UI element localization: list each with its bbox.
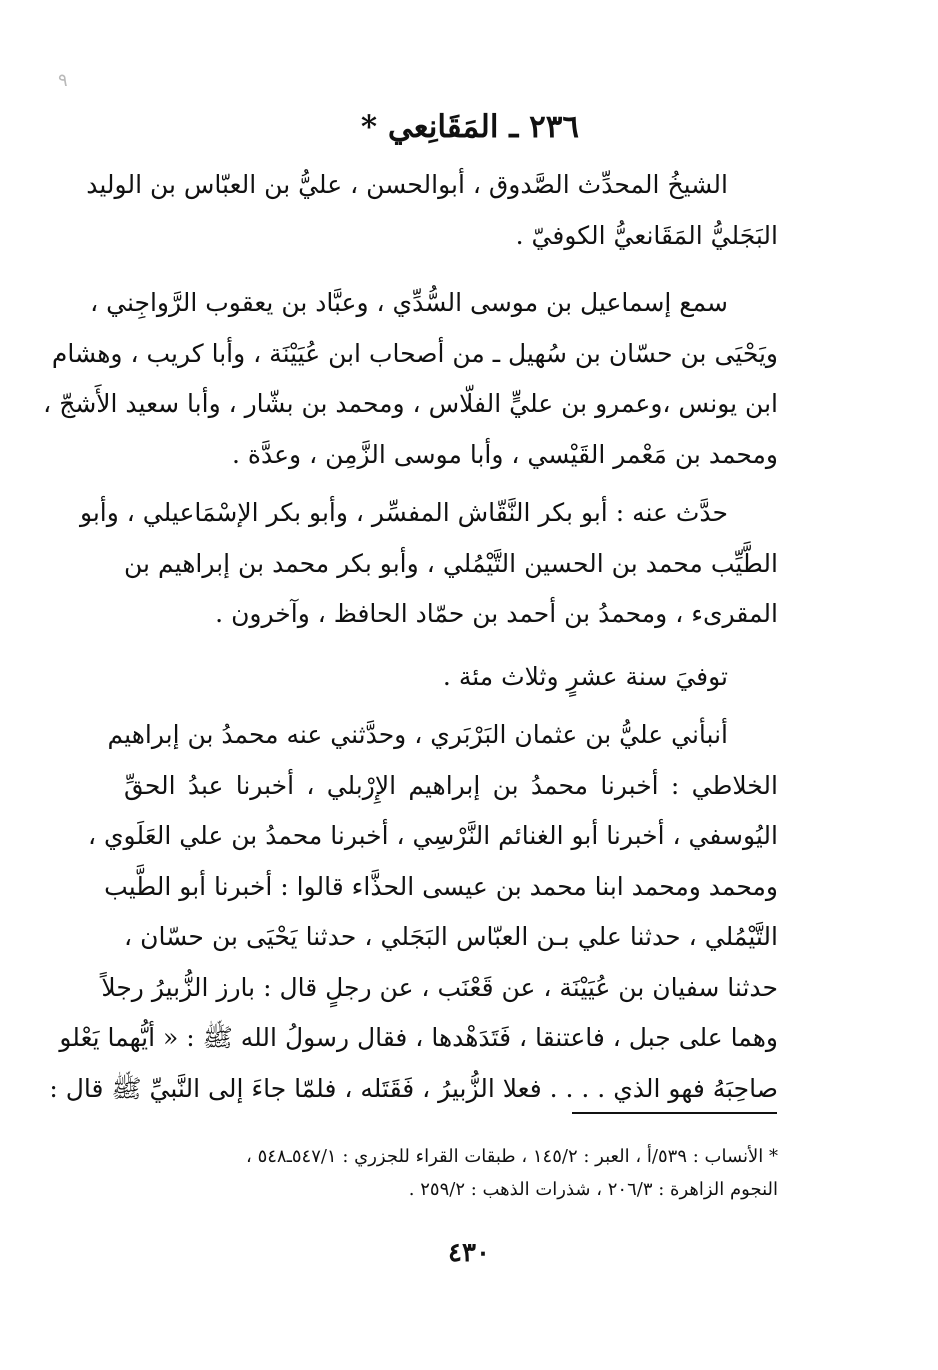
text-line: صاحِبَهُ فهو الذي . . . . فعلا الزُّبيرُ ، فَقَتَله ، فلمّا جاءَ إلى النَّبيِّ ﷺ قال :	[49, 1073, 778, 1103]
text-line: ومحمد ومحمد ابنا محمد بن عيسى الحذَّاء قالوا : أخبرنا أبو الطَّيب	[104, 871, 778, 901]
footnote-line: النجوم الزاهرة : ٢٠٦/٣ ، شذرات الذهب : ٢٥٩/٢ .	[408, 1179, 778, 1200]
text-line: سمع إسماعيل بن موسى السُّدِّي ، وعبَّاد بن يعقوب الرَّواجِني ،	[90, 288, 728, 317]
footnote-line: * الأنساب : ٥٣٩/أ ، العبر : ١٤٥/٢ ، طبقات القراء للجزري : ٥٤٧/١ـ٥٤٨ ،	[246, 1146, 778, 1167]
footnotes	[124, 1140, 778, 1206]
paragraph-name-and-lineage	[86, 160, 778, 261]
text-line: الشيخُ المحدِّث الصَّدوق ، أبوالحسن ، عليُّ بن العبّاس بن الوليد	[86, 170, 728, 199]
text-line: البَجَليُّ المَقَانعيُّ الكوفيّ .	[515, 220, 778, 250]
text-line: ويَحْيَى بن حسّان بن سُهيل ـ من أصحاب ابن عُيَيْنَة ، وأبا كريب ، وهشام	[51, 338, 778, 368]
paragraph-death	[124, 652, 778, 703]
text-line: اليُوسفي ، أخبرنا أبو الغنائم النَّرْسِي ، أخبرنا محمدُ بن علي العَلَوي ،	[87, 821, 778, 850]
text-line: وهما على جبل ، فاعتنقا ، فَتَدَهْدها ، فقال رسولُ الله ﷺ : « أيُّهما يَعْلو	[59, 1023, 778, 1052]
footnote-divider	[572, 1112, 777, 1114]
corner-mark: ٩	[58, 70, 68, 91]
text-line: ابن يونس ،وعمرو بن عليٍّ الفلّاس ، ومحمد بن بشّار ، وأبا سعيد الأَشجّ ،	[43, 389, 778, 418]
paragraph-teachers	[43, 278, 778, 480]
paragraph-hadith-chain	[49, 710, 778, 1114]
text-line: توفيَ سنة عشرٍ وثلاث مئة .	[442, 662, 728, 691]
entry-title: ٢٣٦ ـ المَقَانِعي *	[360, 109, 580, 145]
text-line: ومحمد بن مَعْمر القَيْسي ، وأبا موسى الزَّمِن ، وعدَّة .	[232, 439, 778, 469]
text-line: الطَّيِّب محمد بن الحسين التَّيْمُلي ، وأبو بكر محمد بن إبراهيم بن	[124, 548, 778, 578]
paragraph-students	[79, 488, 778, 640]
text-line: حدثنا سفيان بن عُيَيْنَة ، عن قَعْنَب ، عن رجلٍ قال : بارز الزُّبيرُ رجلاً	[101, 972, 778, 1002]
text-line: أنبأني عليُّ بن عثمان البَرْبَري ، وحدَّثني عنه محمدُ بن إبراهيم	[107, 720, 728, 749]
page-number: ٤٣٠	[448, 1238, 490, 1268]
text-line: التَّيْمُلي ، حدثنا علي بـن العبّاس البَجَلي ، حدثنا يَحْيَى بن حسّان ،	[124, 922, 778, 951]
text-line: الخلاطي : أخبرنا محمدُ بن إبراهيم الإِرْبلي ، أخبرنا عبدُ الحقِّ	[124, 770, 778, 800]
text-line: حدَّث عنه : أبو بكر النَّقّاش المفسِّر ، وأبو بكر الإسْمَاعيلي ، وأبو	[79, 498, 728, 527]
text-line: المقرىء ، ومحمدُ بن أحمد بن حمّاد الحافظ ، وآخرون .	[215, 599, 778, 628]
